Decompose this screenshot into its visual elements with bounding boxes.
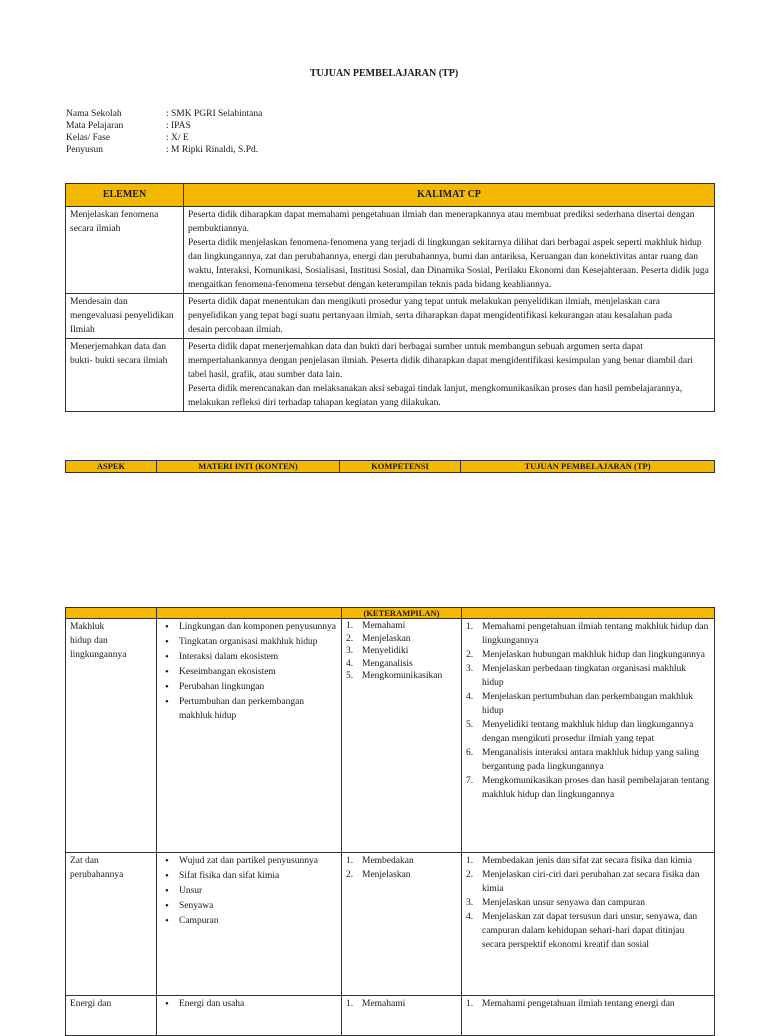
- page-title: TUJUAN PEMBELAJARAN (TP): [309, 68, 459, 79]
- aspek-header-bar: [65, 460, 715, 473]
- materi-cell: [157, 619, 342, 853]
- header-aspek: ASPEK: [66, 461, 157, 473]
- materi-cell: [157, 996, 342, 1036]
- tp-cell: [462, 619, 715, 853]
- header-empty-materi: [157, 608, 342, 619]
- aspek-cell: Makhluk hidup dan lingkungannya: [66, 619, 157, 853]
- table-row: [66, 853, 715, 996]
- header-empty-tp: [462, 608, 715, 619]
- elemen-cell: Menjelaskan fenomena secara ilmiah: [66, 207, 184, 294]
- cp-paragraph: Peserta didik menjelaskan fenomena-fenomena yang terjadi di lingkungan sekitarnya dilihat dari berbagai aspek seperti makhluk hidup dan lingkungannya, zat dan perubahannya, energi dan perubahannya, bumi dan antariksa, Keruangan dan konektivitas antar ruang dan waktu, Interaksi, Komunikasi, Sosialisasi, Institusi Sosial, dan Dinamika Sosial, Perilaku Ekonomi dan Kesejahteraan. Peserta didik juga mengaitkan fenomena-fenomena tersebut dengan keterampilan teknis pada bidang keahliannya.: [188, 238, 709, 290]
- header-kompetensi: KOMPETENSI: [340, 461, 461, 473]
- list-item: 2. Menjelaskan: [346, 633, 411, 644]
- list-item: 3. Menjelaskan perbedaan tingkatan organisasi makhluk hidup: [466, 664, 687, 688]
- list-item: 1. Membedakan jenis dan sifat zat secara fisika dan kimia: [466, 856, 692, 866]
- header-keterampilan: (KETERAMPILAN): [342, 608, 462, 619]
- info-label: Mata Pelajaran: [66, 121, 124, 131]
- school-info: [66, 108, 262, 156]
- list-item: 4. Menjelaskan pertumbuhan dan perkembangan makhluk hidup: [466, 692, 694, 716]
- aspek-cell: Energi dan: [66, 996, 157, 1036]
- list-item: 5. Mengkomunikasikan: [346, 671, 443, 681]
- kompetensi-cell: [342, 853, 462, 996]
- cp-paragraph: Peserta didik merencanakan dan melaksanakan aksi sebagai tindak lanjut, mengkomunikasikan proses dan hasil pembelajarannya, melakukan refleksi diri terhadap tahapan kegiatan yang dilakukan.: [188, 384, 683, 408]
- list-item: 2. Menjelaskan ciri-ciri dari perubahan zat secara fisika dan kimia: [466, 870, 700, 894]
- list-item: • Perubahan lingkungan: [179, 680, 337, 694]
- list-item: 4. Menjelaskan zat dapat tersusun dari unsur, senyawa, dan campuran dalam kehidupan sehari-hari dapat ditinjau secara perspektif ekonomi kreatif dan sosial: [466, 912, 698, 950]
- info-label: Penyusun: [66, 145, 103, 155]
- table-row: [66, 294, 715, 339]
- kompetensi-cell: [342, 996, 462, 1036]
- table-row: [66, 207, 715, 294]
- list-item: • Tingkatan organisasi makhluk hidup: [179, 635, 337, 649]
- list-item: 4. Menganalisis: [346, 658, 413, 669]
- cp-paragraph: Peserta didik dapat menentukan dan mengikuti prosedur yang tepat untuk melakukan penyelidikan ilmiah, menjelaskan cara penyelidikan yang tepat bagi suatu pertanyaan ilmiah, serta diharapkan dapat mengidentifikasi kekurangan atau kesalahan pada: [188, 297, 673, 321]
- elemen-cell: Mendesain dan mengevaluasi penyelidikan Ilmiah: [66, 294, 184, 339]
- list-item: • Campuran: [179, 914, 337, 928]
- tp-table: [65, 607, 715, 1036]
- list-item: • Senyawa: [179, 899, 337, 913]
- list-item: 3. Menjelaskan unsur senyawa dan campuran: [466, 898, 646, 908]
- list-item: • Interaksi dalam ekosistem: [179, 650, 337, 664]
- list-item: 2. Menjelaskan hubungan makhluk hidup dan lingkungannya: [466, 650, 705, 660]
- list-item: 1. Memahami pengetahuan ilmiah tentang energi dan: [466, 999, 675, 1009]
- header-materi-inti: MATERI INTI (KONTEN): [157, 461, 340, 473]
- cp-table: [65, 183, 715, 412]
- table-row: [66, 339, 715, 412]
- list-item: 7. Mengkomunikasikan proses dan hasil pembelajaran tentang makhluk hidup dan lingkungannya: [466, 776, 710, 800]
- info-value: : M Ripki Rinaldi, S.Pd.: [166, 145, 259, 155]
- list-item: 3. Menyelidiki: [346, 646, 409, 656]
- list-item: • Energi dan usaha: [179, 997, 337, 1011]
- info-label: Nama Sekolah: [66, 109, 122, 119]
- cp-cell: [184, 339, 715, 412]
- info-value: : IPAS: [166, 121, 191, 131]
- list-item: • Unsur: [179, 884, 337, 898]
- list-item: 1. Membedakan: [346, 856, 414, 866]
- table-row: [66, 996, 715, 1036]
- list-item: 6. Menganalisis interaksi antara makhluk hidup yang saling bergantung pada lingkungannya: [466, 748, 699, 772]
- list-item: • Keseimbangan ekosistem: [179, 665, 337, 679]
- list-item: • Wujud zat dan partikel penyusunnya: [179, 854, 337, 868]
- list-item: • Sifat fisika dan sifat kimia: [179, 869, 337, 883]
- header-kalimat-cp: KALIMAT CP: [184, 184, 715, 207]
- cp-cell: [184, 207, 715, 294]
- elemen-cell: Menerjemahkan data dan bukti- bukti secara ilmiah: [66, 339, 184, 412]
- list-item: 5. Menyelidiki tentang makhluk hidup dan lingkungannya dengan mengikuti prosedur ilmiah yang tepat: [466, 720, 694, 744]
- list-item: 1. Memahami: [346, 999, 406, 1009]
- list-item: • Lingkungan dan komponen penyusunnya: [179, 620, 337, 634]
- info-value: : SMK PGRI Selabintana: [166, 109, 263, 119]
- info-value: : X/ E: [166, 133, 189, 143]
- cp-paragraph: desain percobaan ilmiah.: [188, 325, 283, 335]
- table-row: [66, 619, 715, 853]
- list-item: • Pertumbuhan dan perkembangan makhluk hidup: [179, 695, 337, 723]
- list-item: 1. Memahami: [346, 621, 406, 631]
- header-empty-aspek: [66, 608, 157, 619]
- cp-cell: [184, 294, 715, 339]
- info-label: Kelas/ Fase: [66, 133, 111, 143]
- materi-cell: [157, 853, 342, 996]
- tp-cell: [462, 853, 715, 996]
- header-elemen: ELEMEN: [66, 184, 184, 207]
- aspek-cell: Zat dan perubahannya: [66, 853, 157, 996]
- list-item: 1. Memahami pengetahuan ilmiah tentang makhluk hidup dan lingkungannya: [466, 622, 709, 646]
- kompetensi-cell: [342, 619, 462, 853]
- tp-cell: [462, 996, 715, 1036]
- cp-paragraph: Peserta didik dapat menerjemahkan data dan bukti dari berbagai sumber untuk membangun sebuah argumen serta dapat mempertahankannya dengan penjelasan ilmiah. Peserta didik diharapkan dapat mengidentifikasi kesimpulan yang benar diambil dari tabel hasil, grafik, atau sumber data lain.: [188, 342, 693, 380]
- cp-paragraph: Peserta didik diharapkan dapat memahami pengetahuan ilmiah dan menerapkannya atau membuat prediksi sederhana disertai dengan pembuktiannya.: [188, 210, 695, 234]
- list-item: 2. Menjelaskan: [346, 870, 411, 880]
- header-tujuan-pembelajaran: TUJUAN PEMBELAJARAN (TP): [461, 461, 715, 473]
